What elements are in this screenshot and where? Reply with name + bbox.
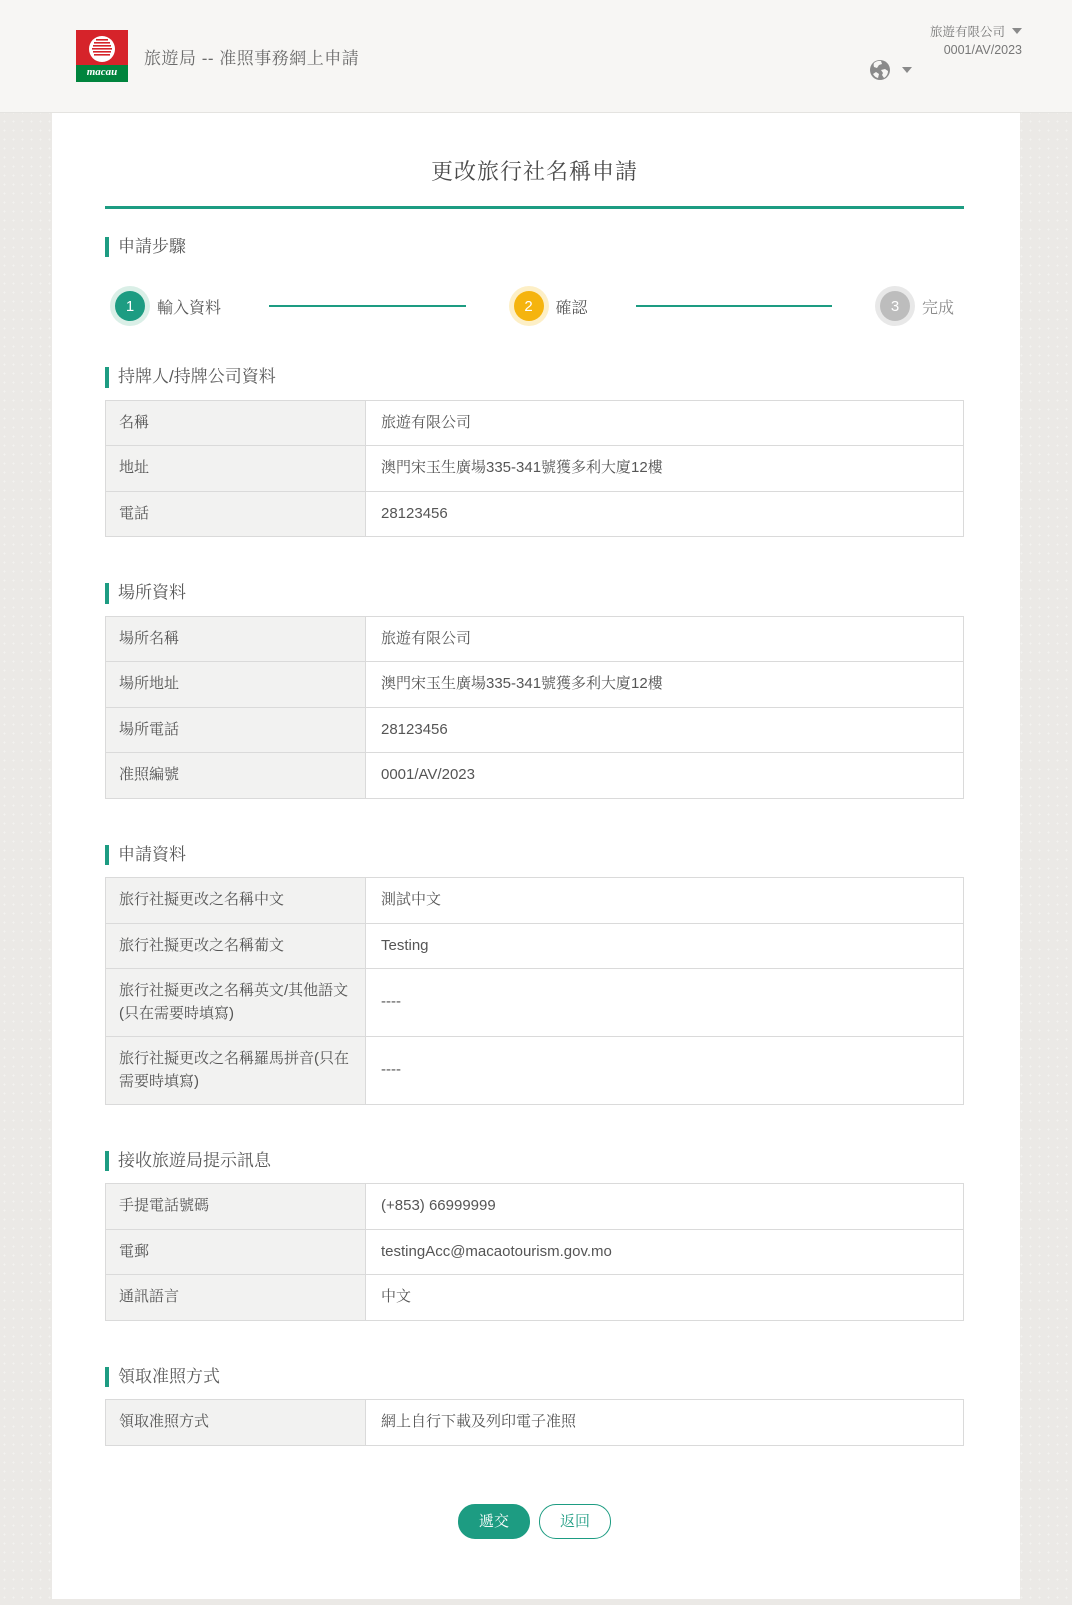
field-label: 電話 bbox=[106, 491, 366, 537]
field-label: 手提電話號碼 bbox=[106, 1184, 366, 1230]
page-title: 更改旅行社名稱申請 bbox=[430, 159, 638, 184]
account-license-number: 0001/AV/2023 bbox=[943, 43, 1022, 57]
field-label: 旅行社擬更改之名稱英文/其他語文(只在需要時填寫) bbox=[106, 969, 366, 1037]
table-row bbox=[106, 446, 964, 492]
field-value: (+853) 66999999 bbox=[366, 1184, 964, 1230]
collection-table bbox=[105, 1399, 964, 1446]
section-title-premises: 場所資料 bbox=[105, 583, 964, 603]
table-row bbox=[106, 400, 964, 446]
section-title-steps: 申請步驟 bbox=[105, 237, 964, 257]
field-label: 地址 bbox=[106, 446, 366, 492]
table-row bbox=[106, 1037, 964, 1105]
submit-button[interactable]: 遞交 bbox=[458, 1504, 530, 1539]
table-row bbox=[106, 923, 964, 969]
table-row bbox=[106, 878, 964, 924]
app-header bbox=[0, 0, 1072, 113]
field-value: 28123456 bbox=[366, 707, 964, 753]
application-table bbox=[105, 877, 964, 1105]
table-row bbox=[106, 707, 964, 753]
field-label: 旅行社擬更改之名稱葡文 bbox=[106, 923, 366, 969]
licensee-table bbox=[105, 400, 964, 538]
table-row bbox=[106, 616, 964, 662]
step-confirm bbox=[514, 291, 588, 321]
brand bbox=[76, 30, 359, 82]
app-title: 旅遊局 -- 准照事務網上申請 bbox=[144, 48, 360, 68]
step-label: 確認 bbox=[555, 299, 588, 317]
chevron-down-icon bbox=[902, 67, 912, 73]
field-value: ---- bbox=[366, 969, 964, 1037]
field-label: 場所地址 bbox=[106, 662, 366, 708]
field-label: 通訊語言 bbox=[106, 1275, 366, 1321]
table-row bbox=[106, 969, 964, 1037]
field-label: 場所名稱 bbox=[106, 616, 366, 662]
action-buttons bbox=[105, 1504, 964, 1539]
section-title-collection: 領取准照方式 bbox=[105, 1367, 964, 1387]
field-value: 28123456 bbox=[366, 491, 964, 537]
table-row bbox=[106, 1184, 964, 1230]
step-number-badge: 3 bbox=[880, 291, 910, 321]
field-label: 准照編號 bbox=[106, 753, 366, 799]
field-label: 旅行社擬更改之名稱中文 bbox=[106, 878, 366, 924]
section-title-application: 申請資料 bbox=[105, 845, 964, 865]
step-number-badge: 1 bbox=[115, 291, 145, 321]
svg-text:macau: macau bbox=[86, 66, 118, 78]
table-row bbox=[106, 1400, 964, 1446]
premises-table bbox=[105, 616, 964, 799]
table-row bbox=[106, 753, 964, 799]
field-value: testingAcc@macaotourism.gov.mo bbox=[366, 1229, 964, 1275]
step-label: 完成 bbox=[922, 299, 955, 317]
globe-icon bbox=[868, 58, 892, 82]
table-row bbox=[106, 1275, 964, 1321]
field-label: 場所電話 bbox=[106, 707, 366, 753]
section-title-licensee: 持牌人/持牌公司資料 bbox=[105, 367, 964, 387]
field-label: 領取准照方式 bbox=[106, 1400, 366, 1446]
back-button[interactable]: 返回 bbox=[539, 1504, 611, 1539]
field-label: 旅行社擬更改之名稱羅馬拼音(只在需要時填寫) bbox=[106, 1037, 366, 1105]
field-value: 測試中文 bbox=[366, 878, 964, 924]
field-value: 0001/AV/2023 bbox=[366, 753, 964, 799]
field-label: 電郵 bbox=[106, 1229, 366, 1275]
account-box bbox=[930, 22, 1022, 57]
steps-indicator bbox=[115, 291, 954, 321]
step-connector bbox=[636, 305, 832, 307]
main-card bbox=[52, 113, 1020, 1599]
step-input-data bbox=[115, 291, 221, 321]
field-value: 旅遊有限公司 bbox=[366, 616, 964, 662]
step-number-badge: 2 bbox=[514, 291, 544, 321]
section-title-notification: 接收旅遊局提示訊息 bbox=[105, 1151, 964, 1171]
field-value: 澳門宋玉生廣場335-341號獲多利大廈12樓 bbox=[366, 446, 964, 492]
field-value: 旅遊有限公司 bbox=[366, 400, 964, 446]
account-dropdown[interactable] bbox=[930, 22, 1022, 40]
language-dropdown[interactable] bbox=[868, 58, 912, 82]
notification-table bbox=[105, 1183, 964, 1321]
step-connector bbox=[269, 305, 465, 307]
table-row bbox=[106, 491, 964, 537]
title-underline bbox=[105, 206, 964, 209]
table-row bbox=[106, 662, 964, 708]
field-value: 中文 bbox=[366, 1275, 964, 1321]
step-done bbox=[880, 291, 954, 321]
field-value: ---- bbox=[366, 1037, 964, 1105]
step-label: 輸入資料 bbox=[157, 299, 222, 317]
macau-tourism-logo-icon bbox=[76, 30, 128, 82]
account-name: 旅遊有限公司 bbox=[929, 25, 1005, 39]
field-value: Testing bbox=[366, 923, 964, 969]
field-value: 網上自行下載及列印電子准照 bbox=[366, 1400, 964, 1446]
field-label: 名稱 bbox=[106, 400, 366, 446]
field-value: 澳門宋玉生廣場335-341號獲多利大廈12樓 bbox=[366, 662, 964, 708]
table-row bbox=[106, 1229, 964, 1275]
chevron-down-icon bbox=[1012, 28, 1022, 34]
